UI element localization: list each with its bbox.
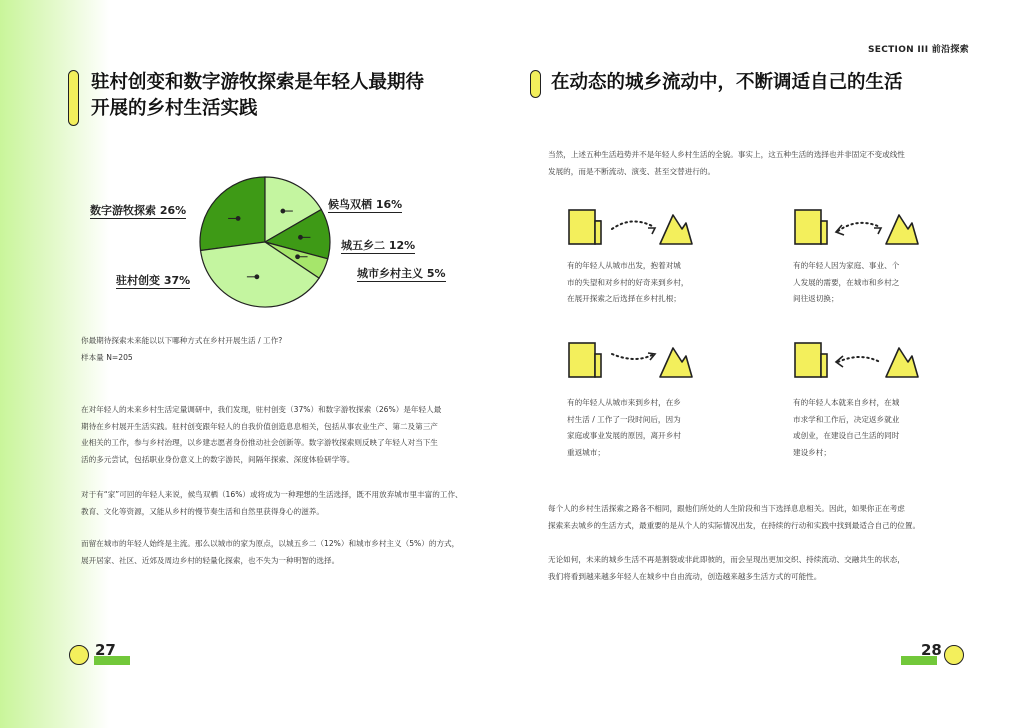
- left-p2-line: 教育、文化等资源，又能从乡村的慢节奏生活和自然里获得身心的滋养。: [81, 506, 324, 516]
- dotted-arrow-icon: [612, 354, 654, 359]
- card-line: 有的年轻人本就来自乡村，在城: [793, 398, 900, 407]
- left-p1-line: 在对年轻人的未来乡村生活定量调研中，我们发现，驻村创变（37%）和数字游牧探索（26%）是年轻人最: [81, 405, 442, 414]
- card-text-3: [567, 395, 681, 461]
- mountain-icon: [886, 348, 918, 377]
- card-line: 有的年轻人从城市来到乡村，在乡: [567, 398, 681, 407]
- card-line: 在展开探索之后选择在乡村扎根；: [567, 294, 681, 303]
- right-title: 在动态的城乡流动中，不断调适自己的生活: [551, 72, 903, 93]
- pie-slice-digital: [200, 177, 265, 250]
- building-icon: [569, 343, 595, 377]
- right-page-circle: [944, 645, 964, 665]
- left-title-line-2: 开展的乡村生活实践: [91, 98, 258, 119]
- dotted-arrow-icon: [838, 357, 880, 362]
- left-title: [91, 70, 424, 122]
- card-line: 建设乡村；: [793, 447, 831, 457]
- question-text: 你最期待探索未来能以以下哪种方式在乡村开展生活 / 工作?: [81, 336, 283, 345]
- card-line: 间往返切换；: [793, 294, 839, 303]
- pie-label-wuxiang: 城五乡二 12%: [341, 239, 416, 252]
- card-line: 市的失望和对乡村的好奇来到乡村，: [567, 277, 689, 287]
- pie-chart: [190, 170, 340, 315]
- building-icon: [795, 210, 821, 244]
- card-text-2: [793, 258, 899, 308]
- pie-slices: [200, 177, 330, 307]
- survey-question: [81, 333, 282, 366]
- left-paragraph-3: [81, 536, 459, 569]
- right-paragraph-2: [548, 552, 905, 585]
- right-title-bar: [530, 70, 541, 98]
- left-p3-line: 展开居家、社区、近郊及周边乡村的轻量化探索，也不失为一种明智的选择。: [81, 555, 340, 565]
- right-intro-line: 发展的，而是不断流动、演变、甚至交替进行的。: [548, 166, 716, 176]
- sample-size: 样本量 N=205: [81, 352, 133, 362]
- card-line: 有的年轻人从城市出发，抱着对城: [567, 261, 681, 270]
- city-village-switch-icon: [792, 207, 922, 255]
- left-title-line-1: 驻村创变和数字游牧探索是年轻人最期待: [91, 72, 425, 93]
- mountain-icon: [660, 215, 692, 244]
- mountain-icon: [886, 215, 918, 244]
- mountain-icon: [660, 348, 692, 377]
- right-p1-line: 探索来去城乡的生活方式，最重要的是从个人的实际情况出发，在持续的行动和实践中找到最适合自己的位置。: [548, 520, 921, 530]
- card-line: 村生活 / 工作了一段时间后，因为: [567, 414, 681, 424]
- village-to-city-icon: [566, 340, 696, 388]
- pie-label-urbanrural: 城市乡村主义 5%: [357, 267, 446, 280]
- left-page-number: 27: [95, 641, 116, 659]
- card-line: 重返城市；: [567, 447, 605, 457]
- right-p2-line: 我们将看到越来越多年轻人在城乡中自由流动，创造越来越多生活方式的可能性。: [548, 571, 822, 581]
- dotted-arrow-icon: [838, 223, 880, 231]
- return-village-icon: [792, 340, 922, 388]
- dotted-arrow-icon: [612, 221, 654, 229]
- left-p1-line: 期待在乡村展开生活实践。驻村创变跟年轻人的自我价值创造息息相关，包括从事农业生产、第二及第三产: [81, 421, 438, 431]
- section-label: SECTION III 前沿探索: [867, 45, 969, 55]
- building-icon: [795, 343, 821, 377]
- pie-label-digital: 数字游牧探索 26%: [90, 204, 187, 217]
- card-text-4: [793, 395, 899, 461]
- left-p1-line: 活的多元尝试，包括职业身份意义上的数字游民，间隔年探索、深度体验研学等。: [81, 454, 355, 464]
- right-intro: [548, 147, 905, 180]
- right-page-number: 28: [921, 641, 942, 659]
- pie-label-migrate: 候鸟双栖 16%: [328, 198, 403, 211]
- left-page-circle: [69, 645, 89, 665]
- right-p1-line: 每个人的乡村生活探索之路各不相同，跟他们所处的人生阶段和当下选择息息相关。因此，如果你正在考虑: [548, 504, 905, 513]
- card-text-1: [567, 258, 689, 308]
- building-icon: [569, 210, 595, 244]
- left-paragraph-2: [81, 487, 463, 520]
- left-p2-line: 对于有“家”可回的年轻人来说，候鸟双栖（16%）或将成为一种理想的生活选择，既不用放弃城市里丰富的工作、: [81, 490, 463, 499]
- card-line: 有的年轻人因为家庭、事业、个: [793, 261, 900, 270]
- pie-label-resident: 驻村创变 37%: [116, 274, 191, 287]
- city-to-village-icon: [566, 207, 696, 255]
- left-title-bar: [68, 70, 79, 126]
- card-line: 或创业，在建设自己生活的同时: [793, 431, 900, 440]
- card-line: 人发展的需要，在城市和乡村之: [793, 277, 900, 287]
- left-paragraph-1: [81, 402, 441, 468]
- right-paragraph-1: [548, 501, 920, 534]
- right-intro-line: 当然，上述五种生活趋势并不是年轻人乡村生活的全貌。事实上，这五种生活的选择也并非固定不变或线性: [548, 150, 905, 159]
- left-p1-line: 业相关的工作，参与乡村治理，以乡建志愿者身份推动社会创新等。数字游牧探索则反映了年轻人对当下生: [81, 438, 438, 447]
- card-line: 家庭或事业发展的原因，离开乡村: [567, 431, 681, 440]
- left-p3-line: 而留在城市的年轻人始终是主流。那么以城市的家为原点，以城五乡二（12%）和城市乡村主义（5%）的方式，: [81, 539, 460, 548]
- right-p2-line: 无论如何，未来的城乡生活不再是割裂或非此即彼的，而会呈现出更加交织、持续流动、交融共生的状态，: [548, 555, 905, 564]
- card-line: 市求学和工作后，决定返乡就业: [793, 414, 900, 424]
